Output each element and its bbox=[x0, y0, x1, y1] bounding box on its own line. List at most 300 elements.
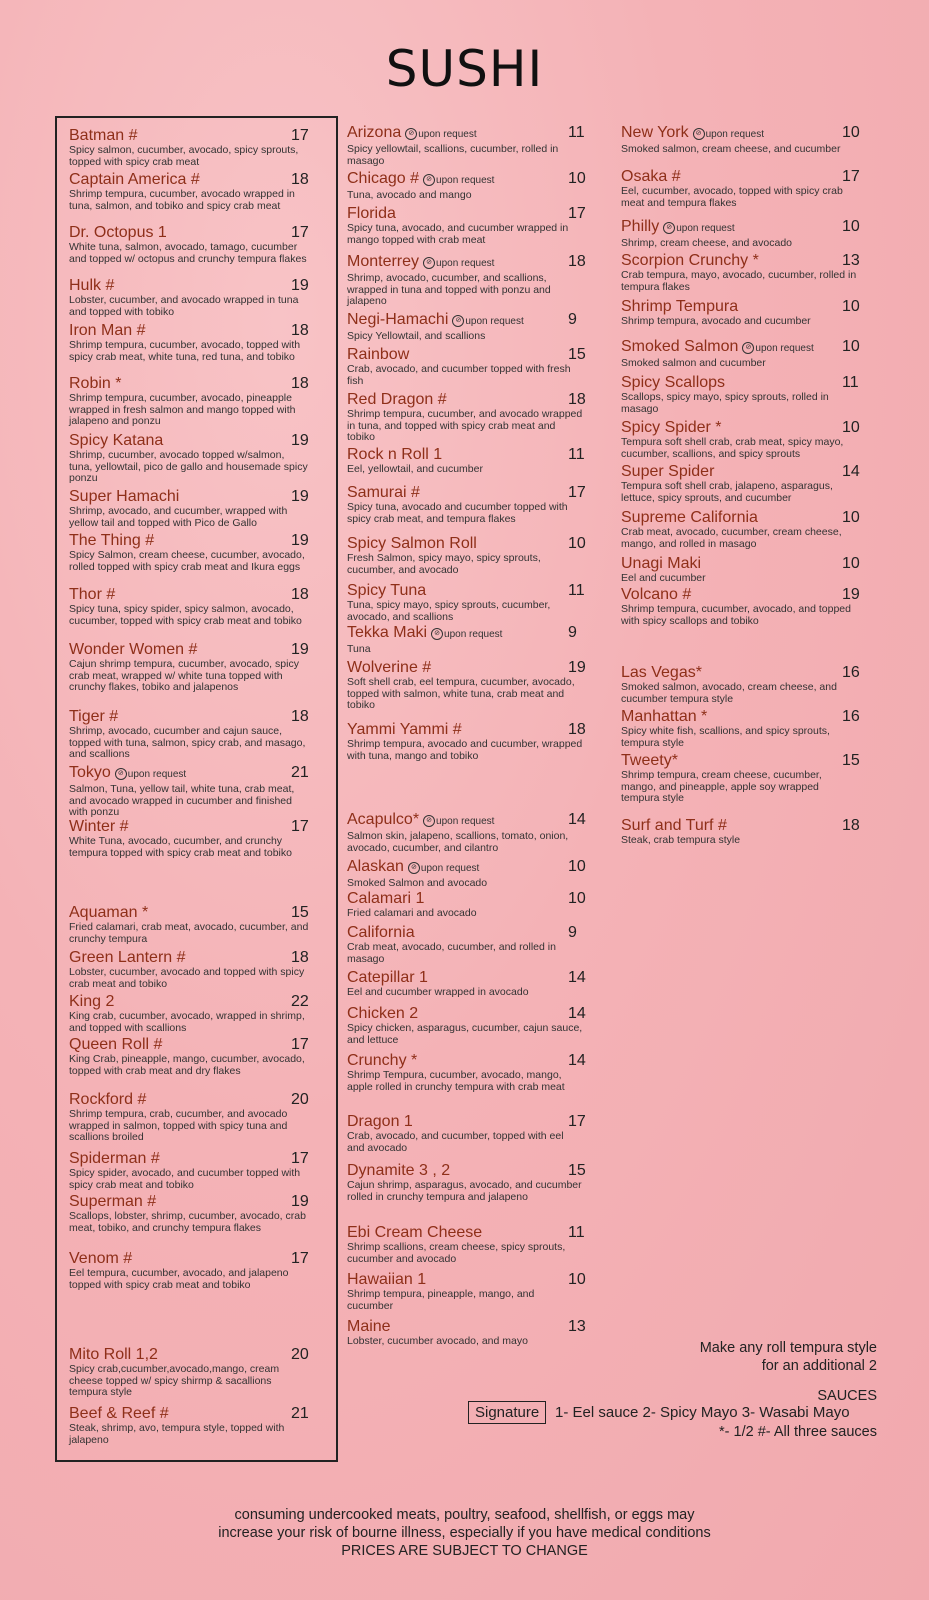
menu-item-price: 16 bbox=[842, 664, 860, 681]
no-raw-icon: ⊘ bbox=[693, 128, 705, 140]
menu-item-name bbox=[347, 1005, 587, 1022]
menu-item bbox=[347, 484, 587, 525]
menu-item bbox=[347, 1162, 587, 1203]
menu-item-price: 19 bbox=[291, 1193, 309, 1210]
menu-item-name bbox=[69, 432, 313, 449]
menu-item bbox=[69, 904, 313, 945]
upon-request-text: upon request bbox=[436, 816, 495, 827]
footer-line-1: consuming undercooked meats, poultry, seafood, shellfish, or eggs may bbox=[234, 1507, 695, 1523]
menu-item-price: 19 bbox=[568, 659, 586, 676]
menu-item-name bbox=[347, 170, 587, 189]
no-raw-icon: ⊘ bbox=[408, 862, 420, 874]
menu-item-title: Scorpion Crunchy * bbox=[621, 252, 759, 269]
menu-item-title: Crunchy * bbox=[347, 1052, 418, 1069]
menu-item-name bbox=[621, 338, 863, 357]
menu-item-description: Lobster, cucumber, and avocado wrapped in tuna and topped with tobiko bbox=[69, 294, 299, 318]
upon-request-text: upon request bbox=[755, 343, 814, 354]
menu-item-name bbox=[69, 993, 313, 1010]
upon-request-text: upon request bbox=[465, 316, 524, 327]
menu-item-name bbox=[347, 311, 587, 330]
menu-item bbox=[69, 171, 313, 212]
menu-item-title: Super Spider bbox=[621, 463, 715, 480]
menu-item-name bbox=[347, 1224, 587, 1241]
menu-item-name bbox=[69, 171, 313, 188]
upon-request-note bbox=[115, 769, 186, 780]
upon-request-text: upon request bbox=[436, 258, 495, 269]
menu-item-name bbox=[621, 817, 863, 834]
menu-item bbox=[347, 890, 587, 920]
menu-item bbox=[69, 1346, 313, 1399]
menu-item-price: 11 bbox=[568, 582, 585, 599]
menu-item-description: Crab meat, avocado, cucumber, cream cheese, mango, and rolled in masago bbox=[621, 526, 842, 550]
menu-item-title: Supreme California bbox=[621, 509, 758, 526]
footer-disclaimer bbox=[0, 1506, 929, 1560]
upon-request-note bbox=[423, 175, 494, 186]
tempura-note-line-1: Make any roll tempura style bbox=[699, 1340, 877, 1356]
menu-item-description: Scallops, spicy mayo, spicy sprouts, rolled in masago bbox=[621, 391, 829, 415]
menu-item-title: Captain America # bbox=[69, 171, 200, 188]
menu-item bbox=[69, 1091, 313, 1144]
menu-item-name bbox=[347, 535, 587, 552]
menu-item-name bbox=[69, 641, 313, 658]
menu-item-price: 18 bbox=[291, 708, 309, 725]
upon-request-note bbox=[431, 629, 502, 640]
menu-item-description: Smoked salmon, cream cheese, and cucumber bbox=[621, 143, 841, 155]
menu-item bbox=[69, 1193, 313, 1234]
menu-item bbox=[347, 721, 587, 762]
menu-item-price: 11 bbox=[568, 1224, 585, 1241]
menu-item bbox=[347, 969, 587, 999]
menu-item-description: Shrimp tempura, cucumber, avocado, and topped with spicy scallops and tobiko bbox=[621, 603, 851, 627]
menu-item bbox=[347, 1052, 587, 1093]
menu-item-price: 10 bbox=[842, 509, 860, 526]
menu-item-title: Winter # bbox=[69, 818, 129, 835]
menu-item bbox=[621, 463, 863, 504]
menu-item-price: 17 bbox=[291, 1250, 309, 1267]
menu-item-description: Spicy tuna, avocado and cucumber topped with spicy crab meat, and tempura flakes bbox=[347, 501, 568, 525]
menu-item-name bbox=[347, 124, 587, 143]
menu-item-description: Shrimp scallions, cream cheese, spicy sprouts, cucumber and avocado bbox=[347, 1241, 566, 1265]
menu-item-name bbox=[347, 721, 587, 738]
no-raw-icon: ⊘ bbox=[423, 257, 435, 269]
menu-item-name bbox=[69, 1091, 313, 1108]
menu-item-price: 11 bbox=[842, 374, 859, 391]
no-raw-icon: ⊘ bbox=[431, 628, 443, 640]
menu-item-name bbox=[69, 322, 313, 339]
menu-item-title: The Thing # bbox=[69, 532, 155, 549]
menu-item-price: 19 bbox=[291, 641, 309, 658]
menu-item bbox=[621, 338, 863, 370]
menu-item-price: 18 bbox=[568, 721, 586, 738]
menu-item-title: Aquaman * bbox=[69, 904, 149, 921]
menu-item-title: Super Hamachi bbox=[69, 488, 180, 505]
sauces-list: 1- Eel sauce 2- Spicy Mayo 3- Wasabi Mayo bbox=[555, 1404, 850, 1421]
menu-item-price: 10 bbox=[842, 419, 860, 436]
menu-item-name bbox=[621, 218, 863, 237]
no-raw-icon: ⊘ bbox=[423, 815, 435, 827]
menu-item-price: 15 bbox=[568, 346, 586, 363]
menu-item-description: Shrimp tempura, avocado and cucumber bbox=[621, 315, 811, 327]
upon-request-text: upon request bbox=[420, 863, 480, 874]
menu-item-price: 10 bbox=[842, 555, 860, 572]
menu-item-name bbox=[347, 858, 587, 877]
menu-item-price: 9 bbox=[568, 924, 577, 941]
menu-item-name bbox=[621, 298, 863, 315]
menu-item-name bbox=[347, 659, 587, 676]
menu-item-description: Shrimp tempura, avocado and cucumber, wrapped with tuna, mango and tobiko bbox=[347, 738, 583, 762]
menu-item bbox=[69, 764, 313, 819]
menu-item-description: Fried calamari, crab meat, avocado, cucumber, and crunchy tempura bbox=[69, 921, 309, 945]
no-raw-icon: ⊘ bbox=[742, 342, 754, 354]
menu-item bbox=[347, 858, 587, 890]
menu-item bbox=[69, 322, 313, 363]
menu-item-title: Monterrey bbox=[347, 253, 420, 270]
menu-item bbox=[69, 818, 313, 859]
menu-item-description: Crab, avocado, and cucumber, topped with eel and avocado bbox=[347, 1130, 564, 1154]
menu-item-description: Shrimp tempura, cucumber, avocado, pineapple wrapped in fresh salmon and mango topped with jalapeno and ponzu bbox=[69, 392, 296, 428]
menu-item-name bbox=[69, 1346, 313, 1363]
menu-item-title: Arizona bbox=[347, 124, 402, 141]
menu-item-title: Spicy Katana bbox=[69, 432, 164, 449]
menu-item bbox=[621, 664, 863, 705]
menu-item-price: 10 bbox=[842, 338, 860, 355]
no-raw-icon: ⊘ bbox=[405, 128, 417, 140]
menu-item-title: Dragon 1 bbox=[347, 1113, 413, 1130]
menu-item bbox=[621, 708, 863, 749]
menu-item-description: Spicy salmon, cucumber, avocado, spicy sprouts, topped with spicy crab meat bbox=[69, 144, 299, 168]
menu-item-description: Smoked salmon, avocado, cream cheese, and cucumber tempura style bbox=[621, 681, 837, 705]
menu-item-price: 13 bbox=[568, 1318, 586, 1335]
menu-item-title: Maine bbox=[347, 1318, 391, 1335]
menu-item-name bbox=[347, 582, 587, 599]
menu-item-description: Tempura soft shell crab, crab meat, spicy mayo, cucumber, scallions, and spicy sprouts bbox=[621, 436, 844, 460]
menu-item-title: Tekka Maki bbox=[347, 624, 428, 641]
upon-request-note bbox=[742, 343, 813, 354]
menu-item-description: Salmon skin, jalapeno, scallions, tomato, onion, avocado, cucumber, and cilantro bbox=[347, 830, 569, 854]
menu-item-description: Eel and cucumber wrapped in avocado bbox=[347, 986, 529, 998]
menu-item-price: 14 bbox=[568, 1052, 586, 1069]
menu-item-title: Spicy Tuna bbox=[347, 582, 427, 599]
menu-item-name bbox=[347, 446, 587, 463]
menu-item-name bbox=[347, 811, 587, 830]
no-raw-icon: ⊘ bbox=[115, 768, 127, 780]
menu-item-title: Mito Roll 1,2 bbox=[69, 1346, 158, 1363]
menu-item-name bbox=[347, 1271, 587, 1288]
menu-item-price: 14 bbox=[568, 969, 586, 986]
menu-item bbox=[347, 1224, 587, 1265]
menu-item-title: Rainbow bbox=[347, 346, 410, 363]
menu-item bbox=[69, 1250, 313, 1291]
menu-item bbox=[621, 817, 863, 847]
menu-item-name bbox=[621, 555, 863, 572]
menu-item-price: 14 bbox=[842, 463, 860, 480]
menu-item bbox=[347, 659, 587, 712]
menu-item-title: Tokyo bbox=[69, 764, 111, 781]
menu-item-name bbox=[69, 224, 313, 241]
menu-item-price: 19 bbox=[291, 488, 309, 505]
menu-item bbox=[69, 993, 313, 1034]
upon-request-note bbox=[405, 129, 476, 140]
menu-item-title: Volcano # bbox=[621, 586, 692, 603]
menu-item bbox=[347, 1005, 587, 1046]
menu-item-title: King 2 bbox=[69, 993, 115, 1010]
menu-item-description: Shrimp, cucumber, avocado topped w/salmon, tuna, yellowtail, pico de gallo and housemade spicy ponzu bbox=[69, 449, 308, 485]
menu-item-title: Smoked Salmon bbox=[621, 338, 739, 355]
menu-item-description: Crab tempura, mayo, avocado, cucumber, rolled in tempura flakes bbox=[621, 269, 857, 293]
menu-item-price: 15 bbox=[291, 904, 309, 921]
menu-item-title: Philly bbox=[621, 218, 660, 235]
tempura-note-line-2: for an additional 2 bbox=[761, 1358, 877, 1374]
menu-item-description: Shrimp, avocado, cucumber and cajun sauce, topped with tuna, salmon, spicy crab, and masago, and scallions bbox=[69, 725, 306, 761]
menu-item-price: 17 bbox=[291, 818, 309, 835]
menu-item-description: Smoked salmon and cucumber bbox=[621, 357, 766, 369]
menu-item-title: Unagi Maki bbox=[621, 555, 702, 572]
menu-item-name bbox=[69, 764, 313, 783]
menu-item bbox=[69, 532, 313, 573]
menu-item-description: Spicy Salmon, cream cheese, cucumber, avocado, rolled topped with spicy crab meat and Ikura eggs bbox=[69, 549, 305, 573]
menu-item-title: Queen Roll # bbox=[69, 1036, 163, 1053]
menu-item-price: 15 bbox=[568, 1162, 586, 1179]
menu-item-price: 18 bbox=[842, 817, 860, 834]
menu-item bbox=[347, 1271, 587, 1312]
menu-item-name bbox=[347, 484, 587, 501]
menu-item-title: Spicy Salmon Roll bbox=[347, 535, 477, 552]
menu-item bbox=[621, 298, 863, 328]
menu-item bbox=[621, 374, 863, 415]
menu-item-name bbox=[69, 949, 313, 966]
menu-item bbox=[347, 346, 587, 387]
menu-item-description: Eel, yellowtail, and cucumber bbox=[347, 463, 483, 475]
menu-item-title: Robin * bbox=[69, 375, 122, 392]
menu-item-title: Yammi Yammi # bbox=[347, 721, 462, 738]
menu-item-title: Tweety* bbox=[621, 752, 678, 769]
menu-item-price: 18 bbox=[291, 322, 309, 339]
menu-item-name bbox=[69, 708, 313, 725]
no-raw-icon: ⊘ bbox=[423, 174, 435, 186]
menu-item-price: 20 bbox=[291, 1091, 309, 1108]
menu-item-price: 22 bbox=[291, 993, 309, 1010]
menu-item-title: California bbox=[347, 924, 415, 941]
menu-item bbox=[69, 949, 313, 990]
menu-item bbox=[347, 170, 587, 202]
footer-line-3: PRICES ARE SUBJECT TO CHANGE bbox=[341, 1543, 588, 1559]
menu-item bbox=[69, 1405, 313, 1446]
menu-item-description: Tuna, avocado and mango bbox=[347, 189, 472, 201]
menu-item-price: 20 bbox=[291, 1346, 309, 1363]
menu-item-price: 17 bbox=[568, 1113, 586, 1130]
menu-item-description: Fried calamari and avocado bbox=[347, 907, 477, 919]
menu-item-title: Alaskan bbox=[347, 858, 404, 875]
upon-request-note bbox=[423, 258, 494, 269]
menu-item-title: Hulk # bbox=[69, 277, 115, 294]
sauces-heading: SAUCES bbox=[817, 1388, 877, 1404]
menu-item-price: 19 bbox=[291, 277, 309, 294]
menu-item bbox=[347, 582, 587, 623]
upon-request-note bbox=[408, 863, 479, 874]
menu-item-description: Eel and cucumber bbox=[621, 572, 706, 584]
menu-item-price: 10 bbox=[568, 858, 586, 875]
upon-request-note bbox=[452, 316, 523, 327]
menu-item-description: Shrimp tempura, cucumber, and avocado wrapped in tuna, and topped with spicy crab meat and tobiko bbox=[347, 408, 583, 444]
menu-item-price: 19 bbox=[291, 532, 309, 549]
menu-item-description: King crab, cucumber, avocado, wrapped in shrimp, and topped with scallions bbox=[69, 1010, 305, 1034]
menu-item-description: White Tuna, avocado, cucumber, and crunchy tempura topped with spicy crab meat and tobiko bbox=[69, 835, 292, 859]
menu-item bbox=[69, 708, 313, 761]
menu-item-description: Cajun shrimp, asparagus, avocado, and cucumber rolled in crunchy tempura and jalapeno bbox=[347, 1179, 582, 1203]
menu-item-title: Florida bbox=[347, 205, 396, 222]
menu-item-price: 10 bbox=[842, 124, 860, 141]
menu-item-title: Tiger # bbox=[69, 708, 119, 725]
menu-item-title: Iron Man # bbox=[69, 322, 146, 339]
menu-item bbox=[347, 446, 587, 476]
menu-item-name bbox=[69, 1405, 313, 1422]
menu-item-title: Batman # bbox=[69, 127, 138, 144]
menu-item-title: Rock n Roll 1 bbox=[347, 446, 443, 463]
menu-item-price: 19 bbox=[842, 586, 860, 603]
menu-item bbox=[69, 277, 313, 318]
menu-item-description: Salmon, Tuna, yellow tail, white tuna, crab meat, and avocado wrapped in cucumber and finished with ponzu bbox=[69, 783, 295, 819]
menu-item bbox=[69, 224, 313, 265]
menu-item bbox=[69, 641, 313, 694]
menu-item-title: Thor # bbox=[69, 586, 116, 603]
menu-item-name bbox=[69, 818, 313, 835]
menu-item-name bbox=[69, 1036, 313, 1053]
menu-item-price: 10 bbox=[842, 298, 860, 315]
upon-request-note bbox=[423, 816, 494, 827]
menu-item-name bbox=[621, 664, 863, 681]
menu-item-title: Calamari 1 bbox=[347, 890, 425, 907]
menu-item-title: Wolverine # bbox=[347, 659, 432, 676]
menu-item-name bbox=[347, 205, 587, 222]
menu-item-title: Shrimp Tempura bbox=[621, 298, 739, 315]
menu-item-description: Eel, cucumber, avocado, topped with spicy crab meat and tempura flakes bbox=[621, 185, 843, 209]
menu-item-name bbox=[347, 253, 587, 272]
menu-item-price: 14 bbox=[568, 811, 586, 828]
menu-item-name bbox=[621, 463, 863, 480]
menu-item-title: Venom # bbox=[69, 1250, 133, 1267]
menu-item-price: 15 bbox=[842, 752, 860, 769]
menu-item-name bbox=[69, 277, 313, 294]
menu-item-description: Shrimp, avocado, cucumber, and scallions, wrapped in tuna and topped with ponzu and jalapeno bbox=[347, 272, 551, 308]
menu-item bbox=[69, 432, 313, 485]
menu-item-title: Spicy Spider * bbox=[621, 419, 722, 436]
menu-item-name bbox=[347, 924, 587, 941]
no-raw-icon: ⊘ bbox=[663, 222, 675, 234]
menu-item-price: 17 bbox=[291, 1150, 309, 1167]
menu-item-price: 18 bbox=[291, 171, 309, 188]
menu-item-description: Crab meat, avocado, cucumber, and rolled in masago bbox=[347, 941, 556, 965]
menu-item bbox=[621, 124, 863, 156]
menu-item-description: Fresh Salmon, spicy mayo, spicy sprouts, cucumber, and avocado bbox=[347, 552, 541, 576]
menu-item-name bbox=[621, 586, 863, 603]
upon-request-text: upon request bbox=[418, 129, 477, 140]
menu-item-name bbox=[621, 708, 863, 725]
menu-item-description: Soft shell crab, eel tempura, cucumber, avocado, topped with salmon, white tuna, crab meat and tobiko bbox=[347, 676, 575, 712]
menu-item-description: Lobster, cucumber, avocado and topped with spicy crab meat and tobiko bbox=[69, 966, 305, 990]
menu-item-name bbox=[69, 375, 313, 392]
menu-item-title: Catepillar 1 bbox=[347, 969, 428, 986]
menu-item-description: Spicy tuna, avocado, and cucumber wrapped in mango topped with crab meat bbox=[347, 222, 569, 246]
menu-item-name bbox=[69, 904, 313, 921]
menu-item-name bbox=[347, 624, 587, 643]
menu-item-price: 9 bbox=[568, 624, 577, 641]
menu-item-price: 13 bbox=[842, 252, 860, 269]
menu-item-price: 18 bbox=[291, 586, 309, 603]
menu-item-price: 17 bbox=[291, 127, 309, 144]
menu-item-price: 17 bbox=[568, 205, 586, 222]
menu-item-price: 21 bbox=[291, 1405, 309, 1422]
menu-item-price: 10 bbox=[842, 218, 860, 235]
menu-item bbox=[347, 811, 587, 854]
menu-item bbox=[621, 752, 863, 805]
menu-item bbox=[69, 488, 313, 529]
menu-item-name bbox=[347, 1318, 587, 1335]
menu-item-price: 17 bbox=[291, 1036, 309, 1053]
upon-request-note bbox=[693, 129, 764, 140]
menu-item-description: Shrimp tempura, crab, cucumber, and avocado wrapped in salmon, topped with spicy tuna and scallions broiled bbox=[69, 1108, 288, 1144]
menu-item bbox=[621, 218, 863, 250]
menu-item bbox=[621, 509, 863, 550]
menu-item bbox=[621, 555, 863, 585]
upon-request-note bbox=[663, 223, 734, 234]
menu-item bbox=[347, 624, 587, 656]
menu-item-price: 18 bbox=[568, 253, 586, 270]
menu-item-price: 18 bbox=[291, 375, 309, 392]
menu-item-title: Surf and Turf # bbox=[621, 817, 727, 834]
menu-item-title: Red Dragon # bbox=[347, 391, 447, 408]
menu-item-name bbox=[621, 374, 863, 391]
menu-item-name bbox=[347, 969, 587, 986]
menu-item-price: 18 bbox=[568, 391, 586, 408]
no-raw-icon: ⊘ bbox=[452, 315, 464, 327]
menu-item-name bbox=[69, 127, 313, 144]
menu-item-name bbox=[621, 168, 863, 185]
menu-item-description: White tuna, salmon, avocado, tamago, cucumber and topped w/ octopus and crunchy tempura flakes bbox=[69, 241, 307, 265]
menu-item-name bbox=[347, 346, 587, 363]
menu-item-title: Wonder Women # bbox=[69, 641, 198, 658]
menu-item-title: New York bbox=[621, 124, 689, 141]
menu-item-description: Shrimp, cream cheese, and avocado bbox=[621, 237, 793, 249]
upon-request-text: upon request bbox=[127, 769, 187, 780]
menu-item-description: Spicy Yellowtail, and scallions bbox=[347, 330, 486, 342]
menu-item-description: Spicy crab,cucumber,avocado,mango, cream cheese topped w/ spicy shirmp & sacallions tempura style bbox=[69, 1363, 280, 1399]
menu-item-description: Scallops, lobster, shrimp, cucumber, avocado, crab meat, tobiko, and crunchy tempura flakes bbox=[69, 1210, 306, 1234]
menu-item-title: Samurai # bbox=[347, 484, 420, 501]
menu-item-price: 16 bbox=[842, 708, 860, 725]
menu-item-description: Lobster, cucumber avocado, and mayo bbox=[347, 1335, 528, 1347]
menu-item-price: 11 bbox=[568, 124, 585, 141]
menu-item-name bbox=[621, 752, 863, 769]
menu-item bbox=[69, 127, 313, 168]
menu-item-description: Shrimp, avocado, and cucumber, wrapped with yellow tail and topped with Pico de Gallo bbox=[69, 505, 288, 529]
menu-item bbox=[621, 252, 863, 293]
menu-item-description: Shrimp tempura, cucumber, avocado, topped with spicy crab meat, white tuna, red tuna, and tobiko bbox=[69, 339, 301, 363]
menu-item-description: Shrimp tempura, cream cheese, cucumber, mango, and pineapple, apple soy wrapped tempura style bbox=[621, 769, 822, 805]
menu-item-name bbox=[69, 1193, 313, 1210]
menu-item bbox=[69, 586, 313, 627]
menu-item-title: Green Lantern # bbox=[69, 949, 186, 966]
menu-item-name bbox=[621, 419, 863, 436]
signature-label: Signature bbox=[468, 1401, 546, 1424]
menu-item-description: Tuna bbox=[347, 643, 371, 655]
menu-item-description: Spicy white fish, scallions, and spicy sprouts, tempura style bbox=[621, 725, 830, 749]
menu-item-description: Spicy yellowtail, scallions, cucumber, rolled in masago bbox=[347, 143, 559, 167]
upon-request-text: upon request bbox=[676, 223, 735, 234]
menu-item-title: Manhattan * bbox=[621, 708, 708, 725]
menu-item-price: 17 bbox=[568, 484, 586, 501]
menu-item-price: 10 bbox=[568, 170, 586, 187]
menu-item-description: Tuna, spicy mayo, spicy sprouts, cucumber, avocado, and scallions bbox=[347, 599, 551, 623]
